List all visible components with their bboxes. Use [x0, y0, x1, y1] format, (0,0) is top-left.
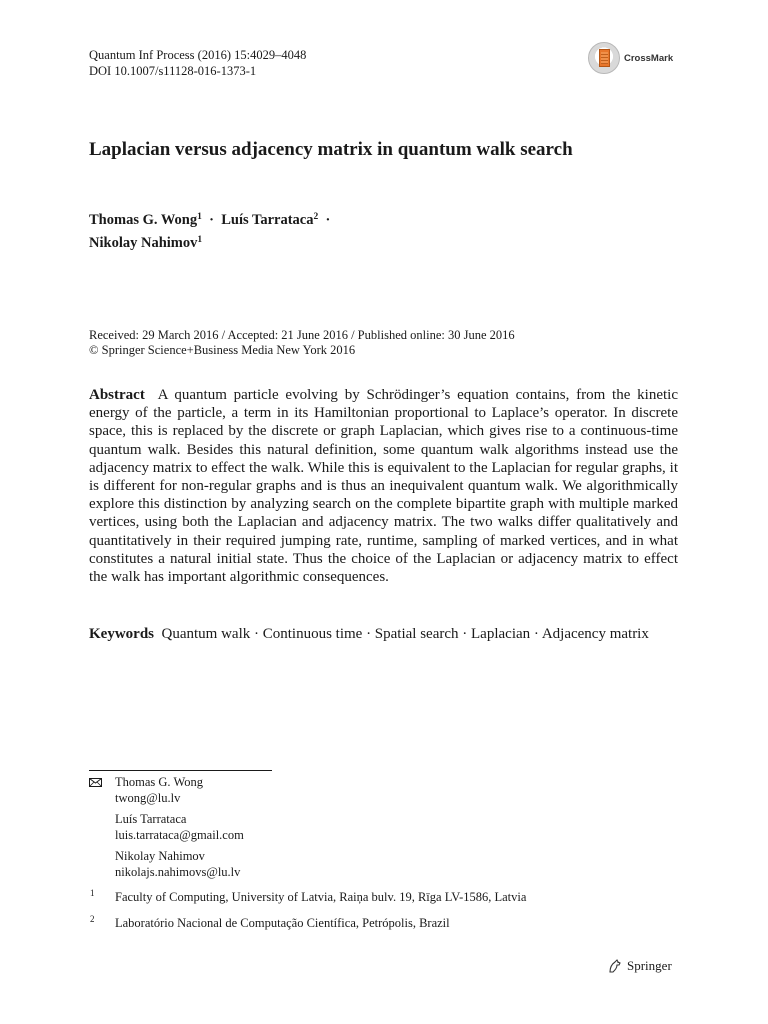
keywords [89, 625, 678, 643]
contact-entry [89, 849, 678, 880]
contact-name: Nikolay Nahimov [115, 849, 205, 863]
publisher-label: Springer [627, 958, 672, 973]
crossmark-label: CrossMark [624, 52, 674, 64]
affiliation-entry [89, 913, 678, 932]
affiliation-entry [89, 890, 678, 906]
contact-entry [89, 812, 678, 843]
author-name: Luís Tarrataca [221, 212, 314, 228]
paper-title: Laplacian versus adjacency matrix in quantum walk search [89, 139, 573, 160]
author-separator: · [325, 212, 331, 228]
keywords-heading: Keywords [89, 626, 154, 642]
author-list [89, 207, 649, 253]
copyright-notice: © Springer Science+Business Media New York 2016 [89, 343, 356, 357]
author-separator: · [209, 212, 214, 228]
author-affiliation-mark: 2 [313, 212, 319, 222]
contact-email[interactable]: luis.tarrataca@gmail.com [115, 827, 244, 842]
author-name: Nikolay Nahimov [89, 235, 198, 251]
footnote-divider [89, 770, 272, 771]
author-name: Thomas G. Wong [89, 212, 198, 228]
doi[interactable]: DOI 10.1007/s11128-016-1373-1 [89, 64, 257, 78]
abstract-heading: Abstract [89, 387, 145, 403]
footnotes [89, 775, 678, 931]
crossmark-icon [588, 42, 620, 74]
contact-name: Luís Tarrataca [115, 812, 187, 826]
contact-email[interactable]: twong@lu.lv [115, 790, 181, 805]
springer-logo [607, 958, 672, 974]
author-affiliation-mark: 1 [197, 235, 203, 245]
abstract [89, 386, 678, 586]
envelope-icon [89, 778, 102, 787]
contact-name: Thomas G. Wong [115, 775, 203, 789]
contact-email[interactable]: nikolajs.nahimovs@lu.lv [115, 864, 241, 879]
affiliation-number: 2 [90, 913, 95, 924]
journal-reference: Quantum Inf Process (2016) 15:4029–4048 [89, 48, 307, 62]
abstract-text: A quantum particle evolving by Schrödinger’s equation contains, from the kinetic energy of the particle, a term in its Hamiltonian proportional to Laplace’s operator. In discrete space, this is replaced by the discrete or graph Laplacian, which gives rise to a continuous-time quantum walk. Besides this natural definition, some quantum walk algorithms instead use the adjacency matrix to effect the walk. While this is equivalent to the Laplacian for regular graphs, it is different for non-regular graphs and is thus an inequivalent quantum walk. We algorithmically explore this distinction by analyzing search on the complete bipartite graph with multiple marked vertices, using both the Laplacian and adjacency matrix. The two walks differ qualitatively and quantitatively in their required jumping rate, runtime, sampling of marked vertices, and in what constitutes a natural initial state. Thus the choice of the Laplacian or adjacency matrix to effect the walk has important algorithmic consequences. [89, 387, 678, 586]
springer-horse-icon [607, 958, 623, 974]
keywords-text: Quantum walk · Continuous time · Spatial search · Laplacian · Adjacency matrix [161, 626, 649, 642]
affiliation-number: 1 [90, 888, 95, 898]
crossmark-badge[interactable] [588, 42, 673, 74]
author-affiliation-mark: 1 [197, 212, 202, 222]
affiliation-text: Laboratório Nacional de Computação Científica, Petrópolis, Brazil [115, 915, 450, 930]
publication-dates: Received: 29 March 2016 / Accepted: 21 June 2016 / Published online: 30 June 2016 [89, 328, 515, 342]
affiliation-text: Faculty of Computing, University of Latvia, Raiņa bulv. 19, Rīga LV-1586, Latvia [115, 890, 527, 904]
contact-entry [89, 775, 678, 806]
